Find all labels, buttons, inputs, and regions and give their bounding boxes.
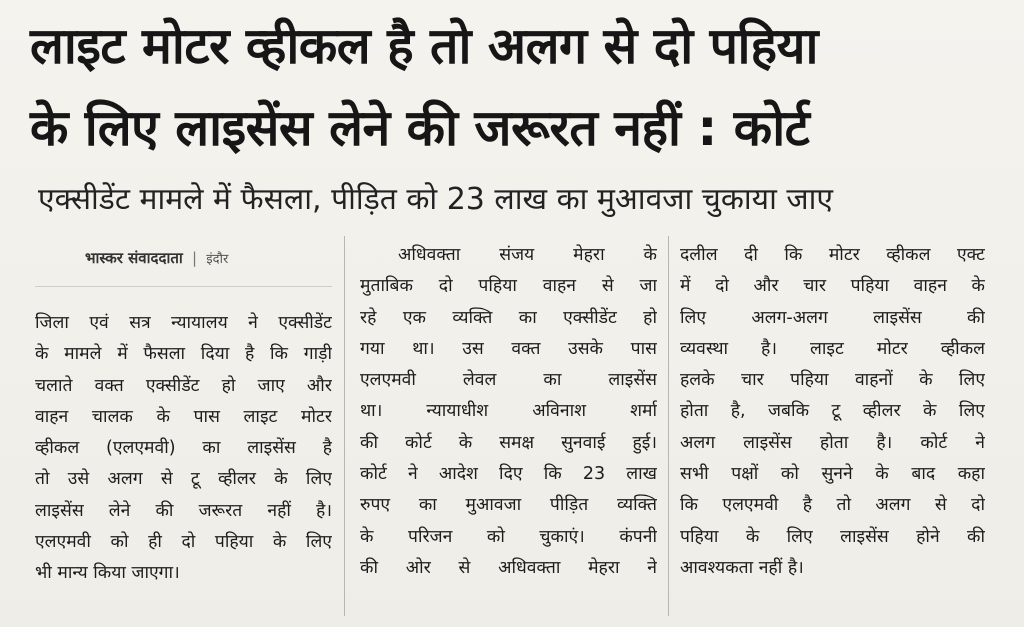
column-line: के मामले में फैसला दिया है कि गाड़ी xyxy=(35,344,332,365)
column-line: लिए अलग-अलग लाइसेंस की xyxy=(680,307,985,328)
column-line: व्यवस्था है। लाइट मोटर व्हीकल xyxy=(680,338,985,359)
byline-reporter: भास्कर संवाददाता xyxy=(85,249,183,267)
byline xyxy=(85,248,228,268)
column-line: मुताबिक दो पहिया वाहन से जा xyxy=(360,276,657,297)
headline-line-2: के लिए लाइसेंस लेने की जरूरत नहीं : कोर्ट xyxy=(30,99,810,157)
column-line: सभी पक्षों को सुनने के बाद कहा xyxy=(680,464,985,485)
byline-separator: | xyxy=(192,249,198,267)
headline-line-1: लाइट मोटर व्हीकल है तो अलग से दो पहिया xyxy=(30,17,819,75)
article-column-1 xyxy=(35,308,332,590)
article-column-3 xyxy=(680,240,985,584)
byline-city: इंदौर xyxy=(206,252,229,267)
column-line: कि एलएमवी है तो अलग से दो xyxy=(680,495,985,516)
column-line: आवश्यकता नहीं है। xyxy=(680,557,804,578)
column-line: चलाते वक्त एक्सीडेंट हो जाए और xyxy=(35,375,332,396)
column-divider-1 xyxy=(344,236,345,616)
column-line: में दो और चार पहिया वाहन के xyxy=(680,276,985,297)
column-line: था। न्यायाधीश अविनाश शर्मा xyxy=(360,401,657,422)
column-line: की कोर्ट के समक्ष सुनवाई हुई। xyxy=(360,432,657,453)
column-line: भी मान्य किया जाएगा। xyxy=(35,563,180,584)
column-line: गया था। उस वक्त उसके पास xyxy=(360,338,657,359)
column-line: जिला एवं सत्र न्यायालय ने एक्सीडेंट xyxy=(35,313,332,333)
column-line: तो उसे अलग से टू व्हीलर के लिए xyxy=(35,469,332,490)
byline-divider xyxy=(35,286,332,287)
column-line: की ओर से अधिवक्ता मेहरा ने xyxy=(360,557,657,578)
column-divider-2 xyxy=(668,236,669,616)
column-line: वाहन चालक के पास लाइट मोटर xyxy=(35,406,332,427)
column-line: दलील दी कि मोटर व्हीकल एक्ट xyxy=(680,245,985,265)
column-line: पहिया के लिए लाइसेंस होने की xyxy=(680,526,985,547)
column-line: के परिजन को चुकाएं। कंपनी xyxy=(360,526,657,547)
column-line: एलएमवी लेवल का लाइसेंस xyxy=(360,370,657,391)
column-line: रहे एक व्यक्ति का एक्सीडेंट हो xyxy=(360,307,657,328)
column-line: हलके चार पहिया वाहनों के लिए xyxy=(680,370,985,391)
column-line: एलएमवी को ही दो पहिया के लिए xyxy=(35,532,332,553)
column-line: रुपए का मुआवजा पीड़ित व्यक्ति xyxy=(360,495,657,516)
column-line: लाइसेंस लेने की जरूरत नहीं है। xyxy=(35,500,332,521)
column-line: कोर्ट ने आदेश दिए कि 23 लाख xyxy=(360,464,657,485)
article-column-2 xyxy=(360,240,657,584)
column-line: होता है, जबकि टू व्हीलर के लिए xyxy=(680,401,985,422)
column-line: अधिवक्ता संजय मेहरा के xyxy=(398,245,657,265)
column-line: अलग लाइसेंस होता है। कोर्ट ने xyxy=(680,432,985,453)
subheadline: एक्सीडेंट मामले में फैसला, पीड़ित को 23 लाख का मुआवजा चुकाया जाए xyxy=(38,182,833,217)
column-line: व्हीकल (एलएमवी) का लाइसेंस है xyxy=(35,438,332,459)
